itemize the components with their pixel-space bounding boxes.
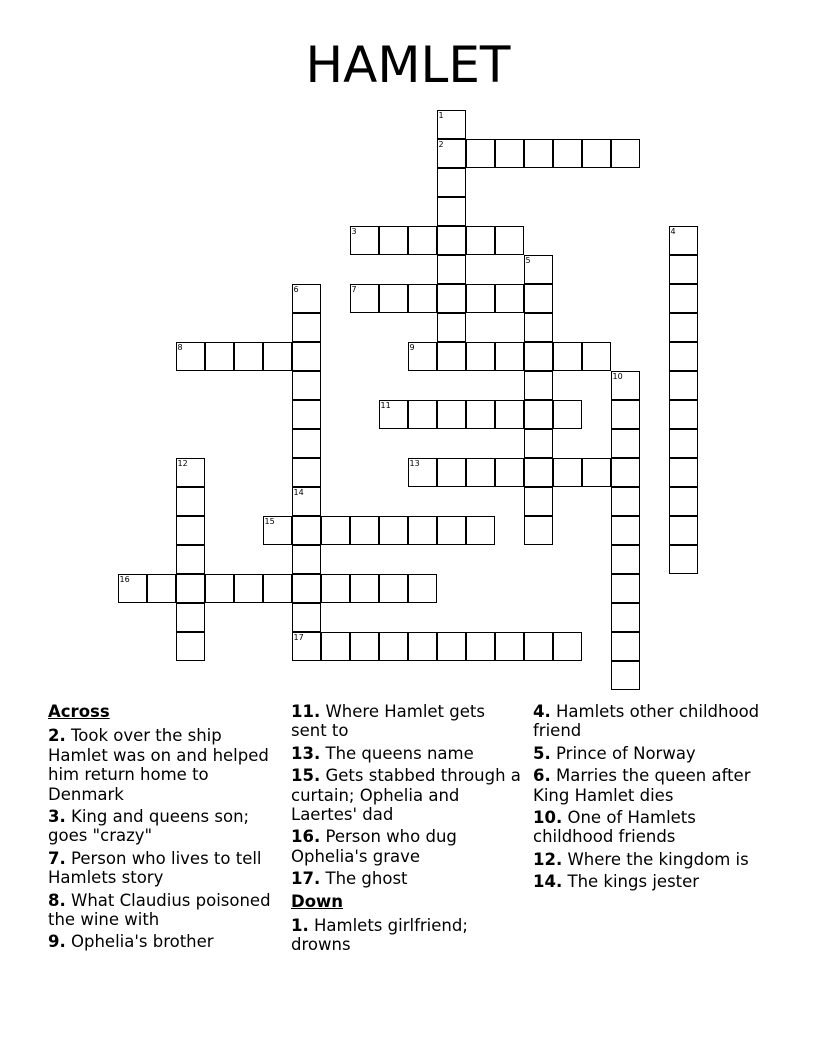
grid-cell[interactable] [350, 284, 379, 313]
grid-cell[interactable] [524, 255, 553, 284]
grid-cell[interactable] [611, 603, 640, 632]
grid-cell[interactable] [437, 632, 466, 661]
clue-across-7: 7. Person who lives to tell Hamlets story [48, 848, 262, 888]
grid-cell[interactable] [437, 255, 466, 284]
grid-cell[interactable] [292, 632, 321, 661]
grid-cell[interactable] [524, 342, 553, 371]
grid-cell[interactable] [611, 458, 640, 487]
grid-cell[interactable] [466, 516, 495, 545]
grid-cell[interactable] [176, 516, 205, 545]
grid-cell[interactable] [524, 429, 553, 458]
clue-number: 8 [177, 342, 183, 352]
grid-cell[interactable] [611, 487, 640, 516]
grid-cell[interactable] [292, 400, 321, 429]
grid-cell[interactable] [263, 342, 292, 371]
grid-cell[interactable] [582, 458, 611, 487]
grid-cell[interactable] [292, 574, 321, 603]
grid-cell[interactable] [669, 226, 698, 255]
grid-cell[interactable] [350, 226, 379, 255]
grid-cell[interactable] [408, 284, 437, 313]
grid-cell[interactable] [669, 400, 698, 429]
grid-cell[interactable] [408, 574, 437, 603]
grid-cell[interactable] [408, 226, 437, 255]
grid-cell[interactable] [611, 400, 640, 429]
grid-cell[interactable] [495, 139, 524, 168]
clue-number: 13 [409, 458, 420, 468]
grid-cell[interactable] [524, 139, 553, 168]
grid-cell[interactable] [379, 516, 408, 545]
grid-cell[interactable] [321, 574, 350, 603]
clue-number: 3 [351, 226, 357, 236]
clues-column-2 [291, 702, 523, 958]
grid-cell[interactable] [669, 487, 698, 516]
clues-column-1 [48, 702, 280, 955]
grid-cell[interactable] [611, 429, 640, 458]
grid-cell[interactable] [147, 574, 176, 603]
grid-cell[interactable] [292, 429, 321, 458]
clue-down-14: 14. The kings jester [533, 872, 700, 892]
grid-cell[interactable] [321, 632, 350, 661]
grid-cell[interactable] [524, 516, 553, 545]
clues-column-3 [533, 702, 773, 895]
clue-number: 11 [380, 400, 391, 410]
grid-cell[interactable] [611, 545, 640, 574]
grid-cell[interactable] [553, 139, 582, 168]
grid-cell[interactable] [292, 342, 321, 371]
grid-cell[interactable] [553, 458, 582, 487]
grid-cell[interactable] [292, 313, 321, 342]
grid-cell[interactable] [524, 632, 553, 661]
grid-cell[interactable] [292, 603, 321, 632]
grid-cell[interactable] [437, 458, 466, 487]
grid-cell[interactable] [582, 139, 611, 168]
grid-cell[interactable] [495, 226, 524, 255]
clue-number: 5 [525, 255, 531, 265]
grid-cell[interactable] [524, 284, 553, 313]
clue-number: 7 [351, 284, 357, 294]
grid-cell[interactable] [234, 342, 263, 371]
grid-cell[interactable] [611, 632, 640, 661]
page-title: HAMLET [305, 36, 511, 94]
grid-cell[interactable] [292, 516, 321, 545]
grid-cell[interactable] [350, 574, 379, 603]
clue-number: 9 [409, 342, 415, 352]
clue-down-12: 12. Where the kingdom is [533, 849, 749, 869]
grid-cell[interactable] [437, 139, 466, 168]
grid-cell[interactable] [669, 545, 698, 574]
clue-across-11: 11. Where Hamlet gets sent to [291, 702, 485, 741]
grid-cell[interactable] [524, 400, 553, 429]
clue-across-13: 13. The queens name [291, 743, 474, 763]
grid-cell[interactable] [524, 313, 553, 342]
grid-cell[interactable] [176, 632, 205, 661]
grid-cell[interactable] [263, 516, 292, 545]
clue-number: 10 [612, 371, 623, 381]
grid-cell[interactable] [669, 342, 698, 371]
grid-cell[interactable] [495, 342, 524, 371]
clue-across-17: 17. The ghost [291, 869, 408, 889]
clue-number: 14 [293, 487, 304, 497]
grid-cell[interactable] [379, 632, 408, 661]
grid-cell[interactable] [437, 197, 466, 226]
grid-cell[interactable] [611, 574, 640, 603]
grid-cell[interactable] [524, 487, 553, 516]
clue-number: 1 [438, 110, 444, 120]
grid-cell[interactable] [234, 574, 263, 603]
grid-cell[interactable] [379, 400, 408, 429]
grid-cell[interactable] [495, 400, 524, 429]
grid-cell[interactable] [176, 545, 205, 574]
grid-cell[interactable] [437, 516, 466, 545]
clue-number: 4 [670, 226, 676, 236]
grid-cell[interactable] [437, 313, 466, 342]
grid-cell[interactable] [408, 632, 437, 661]
clue-across-15: 15. Gets stabbed through a curtain; Ophelia and Laertes' dad [291, 766, 521, 825]
grid-cell[interactable] [379, 226, 408, 255]
grid-cell[interactable] [437, 342, 466, 371]
grid-cell[interactable] [408, 342, 437, 371]
grid-cell[interactable] [118, 574, 147, 603]
clue-down-5: 5. Prince of Norway [533, 743, 696, 763]
grid-cell[interactable] [321, 516, 350, 545]
clue-down-6: 6. Marries the queen after King Hamlet dies [533, 766, 751, 805]
grid-cell[interactable] [669, 516, 698, 545]
clue-number: 17 [293, 632, 304, 642]
grid-cell[interactable] [176, 342, 205, 371]
clue-number: 15 [264, 516, 275, 526]
grid-cell[interactable] [437, 110, 466, 139]
grid-cell[interactable] [466, 139, 495, 168]
grid-cell[interactable] [495, 458, 524, 487]
grid-cell[interactable] [292, 545, 321, 574]
clue-down-10: 10. One of Hamlets childhood friends [533, 808, 696, 847]
grid-cell[interactable] [466, 458, 495, 487]
across-heading: Across [48, 702, 110, 721]
grid-cell[interactable] [524, 458, 553, 487]
grid-cell[interactable] [408, 400, 437, 429]
clue-number: 16 [119, 574, 130, 584]
grid-cell[interactable] [466, 342, 495, 371]
down-heading: Down [291, 891, 344, 911]
grid-cell[interactable] [582, 342, 611, 371]
grid-cell[interactable] [292, 487, 321, 516]
grid-cell[interactable] [292, 284, 321, 313]
grid-cell[interactable] [437, 226, 466, 255]
grid-cell[interactable] [553, 342, 582, 371]
grid-cell[interactable] [495, 284, 524, 313]
clue-number: 2 [438, 139, 444, 149]
grid-cell[interactable] [176, 603, 205, 632]
grid-cell[interactable] [292, 458, 321, 487]
grid-cell[interactable] [611, 371, 640, 400]
grid-cell[interactable] [176, 574, 205, 603]
grid-cell[interactable] [669, 255, 698, 284]
grid-cell[interactable] [466, 226, 495, 255]
grid-cell[interactable] [669, 429, 698, 458]
grid-cell[interactable] [466, 632, 495, 661]
grid-cell[interactable] [669, 313, 698, 342]
grid-cell[interactable] [350, 632, 379, 661]
grid-cell[interactable] [669, 458, 698, 487]
grid-cell[interactable] [205, 342, 234, 371]
clue-across-2: 2. Took over the ship Hamlet was on and helped him return home to Denmark [48, 726, 269, 804]
clue-across-8: 8. What Claudius poisoned the wine with [48, 890, 271, 930]
grid-cell[interactable] [611, 661, 640, 690]
grid-cell[interactable] [437, 168, 466, 197]
grid-cell[interactable] [379, 284, 408, 313]
grid-cell[interactable] [437, 284, 466, 313]
grid-cell[interactable] [669, 284, 698, 313]
grid-cell[interactable] [176, 487, 205, 516]
grid-cell[interactable] [205, 574, 234, 603]
clue-across-16: 16. Person who dug Ophelia's grave [291, 827, 457, 866]
grid-cell[interactable] [466, 284, 495, 313]
grid-cell[interactable] [669, 371, 698, 400]
grid-cell[interactable] [495, 632, 524, 661]
clue-across-9: 9. Ophelia's brother [48, 932, 214, 952]
grid-cell[interactable] [408, 458, 437, 487]
grid-cell[interactable] [292, 371, 321, 400]
grid-cell[interactable] [263, 574, 292, 603]
clue-across-3: 3. King and queens son; goes "crazy" [48, 807, 250, 846]
grid-cell[interactable] [611, 139, 640, 168]
grid-cell[interactable] [611, 516, 640, 545]
clue-down-1: 1. Hamlets girlfriend; drowns [291, 916, 468, 955]
clue-number: 12 [177, 458, 188, 468]
clue-number: 6 [293, 284, 299, 294]
grid-cell[interactable] [553, 632, 582, 661]
grid-cell[interactable] [524, 371, 553, 400]
grid-cell[interactable] [553, 400, 582, 429]
grid-cell[interactable] [408, 516, 437, 545]
clue-down-4: 4. Hamlets other childhood friend [533, 702, 760, 741]
grid-cell[interactable] [437, 400, 466, 429]
grid-cell[interactable] [350, 516, 379, 545]
grid-cell[interactable] [379, 574, 408, 603]
grid-cell[interactable] [466, 400, 495, 429]
grid-cell[interactable] [176, 458, 205, 487]
